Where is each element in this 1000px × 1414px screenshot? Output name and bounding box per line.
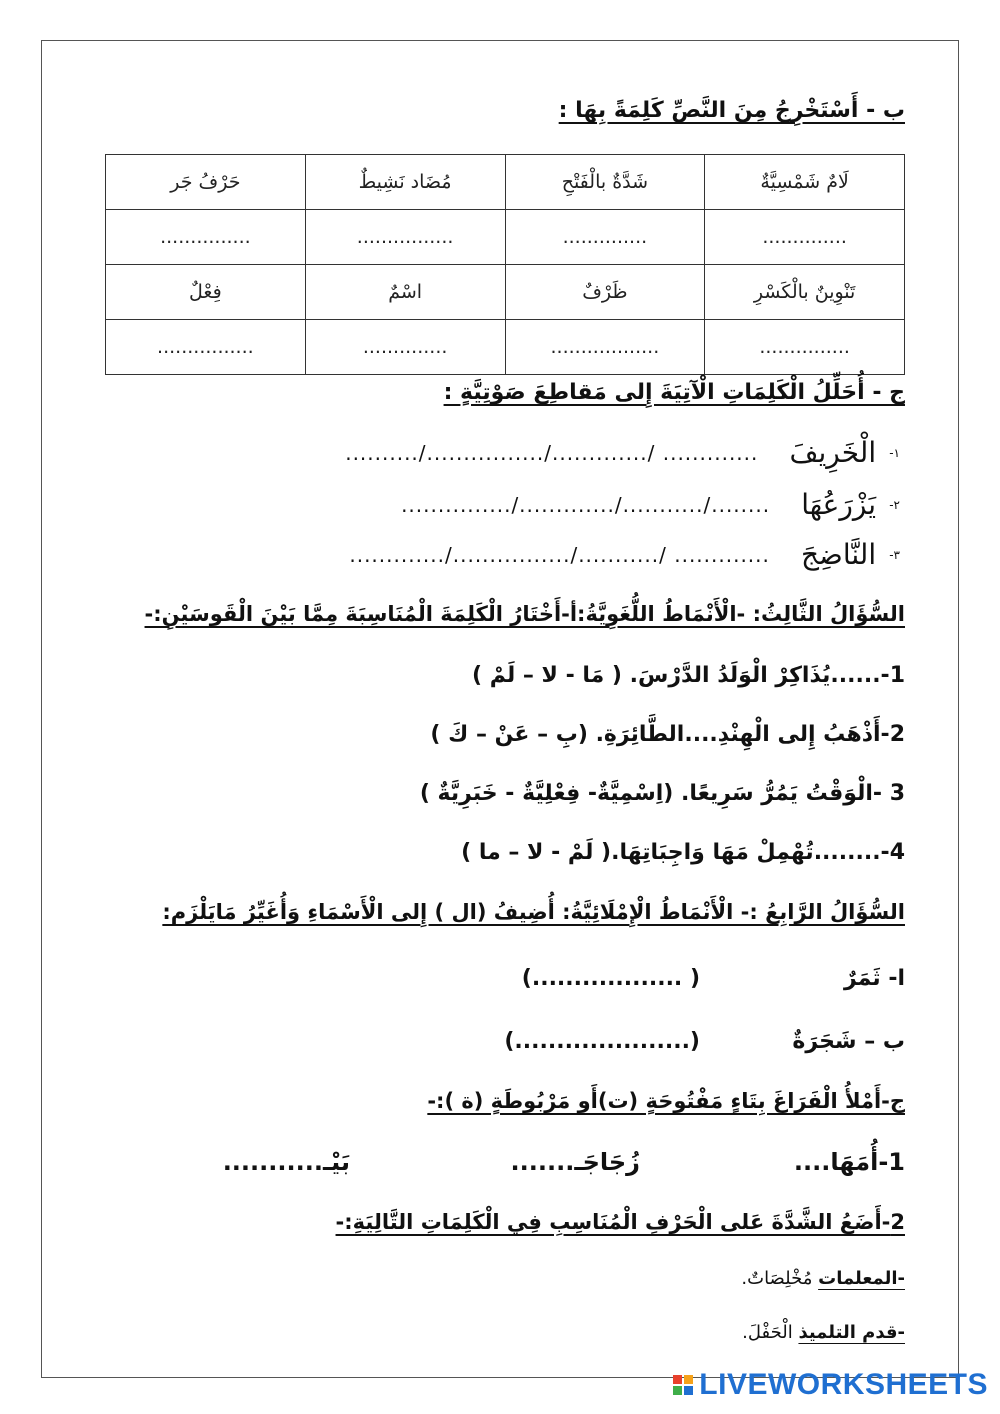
fill-item[interactable]: 1-أُمَهَا.... <box>793 1148 905 1176</box>
answer-cell[interactable]: .............. <box>505 210 705 265</box>
syllable-row <box>401 488 900 528</box>
shadda-rest: مُخْلِصَاتٌ. <box>741 1268 819 1289</box>
shadda-title: 2-أَضَعُ الشَّدَّةَ عَلى الْحَرْفِ الْمُنَاسِبِ فِي الْكَلِمَاتِ التَّالِيَةِ:- <box>335 1210 905 1234</box>
answer-cell[interactable]: .............. <box>705 210 905 265</box>
q4-word: ب – شَجَرَةٌ <box>792 1029 905 1054</box>
syllable-answer[interactable]: ............. /.........../................/............. <box>349 542 770 567</box>
item-number: ٢- <box>889 497 900 512</box>
table-cell: تَنْوِينٌ بالْكَسْرِ <box>705 265 905 320</box>
item-number: ١- <box>889 445 900 460</box>
logo-square <box>684 1386 693 1395</box>
syllable-answer[interactable]: ......../.........../............./............... <box>401 492 771 517</box>
table-cell: شَدَّةٌ بالْفَتْحِ <box>505 155 705 210</box>
syllable-word: النَّاضِجَ <box>800 538 877 571</box>
section-c-title: ج - أُحَلِّلُ الْكَلِمَاتِ الْآتِيَةَ إِلى مَقاطِعَ صَوْتِيَّةٍ : <box>443 380 905 405</box>
answer-cell[interactable]: ................ <box>305 210 505 265</box>
logo-square <box>673 1375 682 1384</box>
syllable-answer[interactable]: ............. /............./................/.......... <box>345 440 759 465</box>
syllable-row <box>349 538 900 578</box>
syllable-word: يَزْرَعُهَا <box>801 488 877 521</box>
shadda-word[interactable]: -قدم التلميذ <box>798 1322 905 1343</box>
fill-item[interactable]: بَيْـ........... <box>222 1148 350 1176</box>
q4-blank[interactable]: ( ..................) <box>521 966 700 991</box>
shadda-item[interactable] <box>742 1322 905 1343</box>
logo-square <box>684 1375 693 1384</box>
liveworksheets-logo <box>673 1370 988 1400</box>
syllable-row <box>345 436 900 476</box>
answer-cell[interactable]: .............. <box>305 320 505 375</box>
fill-title: ج-أَمْلأُ الْفَرَاغَ بِتَاءٍ مَفْتُوحَةٍ (ت)أَو مَرْبُوطَةٍ (ة ):- <box>427 1089 905 1113</box>
table-cell: مُضَاد نَشِيطٌ <box>305 155 505 210</box>
shadda-word[interactable]: -المعلمات <box>818 1268 905 1289</box>
answer-cell[interactable]: ............... <box>705 320 905 375</box>
q4-title: السُّؤَالُ الرَّابِعُ :- الْأَنْمَاطُ الْإِمْلَائِيَّةُ: أُضِيفُ (ال ) إِلى الْأَسْمَاءِ وَأُغَيِّرُ مَايَلْزَم: <box>162 900 905 924</box>
table-cell: ظَرْفٌ <box>505 265 705 320</box>
q3-item[interactable]: 4-........تُهْمِلْ مَهَا وَاجِبَاتِهَا.( لَمْ - لا – ما ) <box>461 840 905 865</box>
answer-cell[interactable]: ............... <box>106 210 306 265</box>
answer-cell[interactable]: ................ <box>106 320 306 375</box>
q3-title: السُّؤَالُ الثَّالِثُ: -الْأَنْمَاطُ اللُّغَوِيَّةُ:أ-أَخْتَارُ الْكَلِمَةَ الْمُنَاسِبَةَ مِمَّا بَيْنَ الْقَوسَيْنِ:- <box>144 602 905 626</box>
q3-item[interactable]: 1-......يُذَاكِرْ الْوَلَدُ الدَّرْسَ. ( مَا - لا – لَمْ ) <box>472 663 905 688</box>
answer-cell[interactable]: .................. <box>505 320 705 375</box>
q3-item[interactable]: 2-أَذْهَبُ إِلى الْهِنْدِ....الطَّائِرَةِ. (بِ – عَنْ – كَ ) <box>430 722 905 747</box>
shadda-item[interactable] <box>741 1268 905 1289</box>
q4-blank[interactable]: (.....................) <box>504 1029 700 1054</box>
table-cell: اسْمٌ <box>305 265 505 320</box>
table-cell: فِعْلٌ <box>106 265 306 320</box>
syllable-word: الْخَرِيفَ <box>789 436 877 469</box>
logo-icon <box>673 1375 693 1395</box>
section-b-title: ب - أَسْتَخْرِجُ مِنَ النَّصِّ كَلِمَةً بِهَا : <box>558 98 905 123</box>
table-cell: لَامٌ شَمْسِيَّةٌ <box>705 155 905 210</box>
brand-name: LIVEWORKSHEETS <box>699 1368 988 1401</box>
fill-item[interactable]: زُجَاجَـ....... <box>510 1148 640 1176</box>
item-number: ٣- <box>889 547 900 562</box>
q4-word: ا- ثَمَرٌ <box>843 966 905 991</box>
q3-item[interactable]: 3 -الْوَقْتُ يَمُرُّ سَرِيعًا. (اِسْمِيَّةٌ- فِعْلِيَّةٌ - خَبَرِيَّةٌ ) <box>419 781 905 806</box>
table-cell: حَرْفُ جَر <box>106 155 306 210</box>
logo-square <box>673 1386 682 1395</box>
extraction-table <box>105 154 905 375</box>
shadda-rest: الْحَفْلَ. <box>742 1322 799 1343</box>
